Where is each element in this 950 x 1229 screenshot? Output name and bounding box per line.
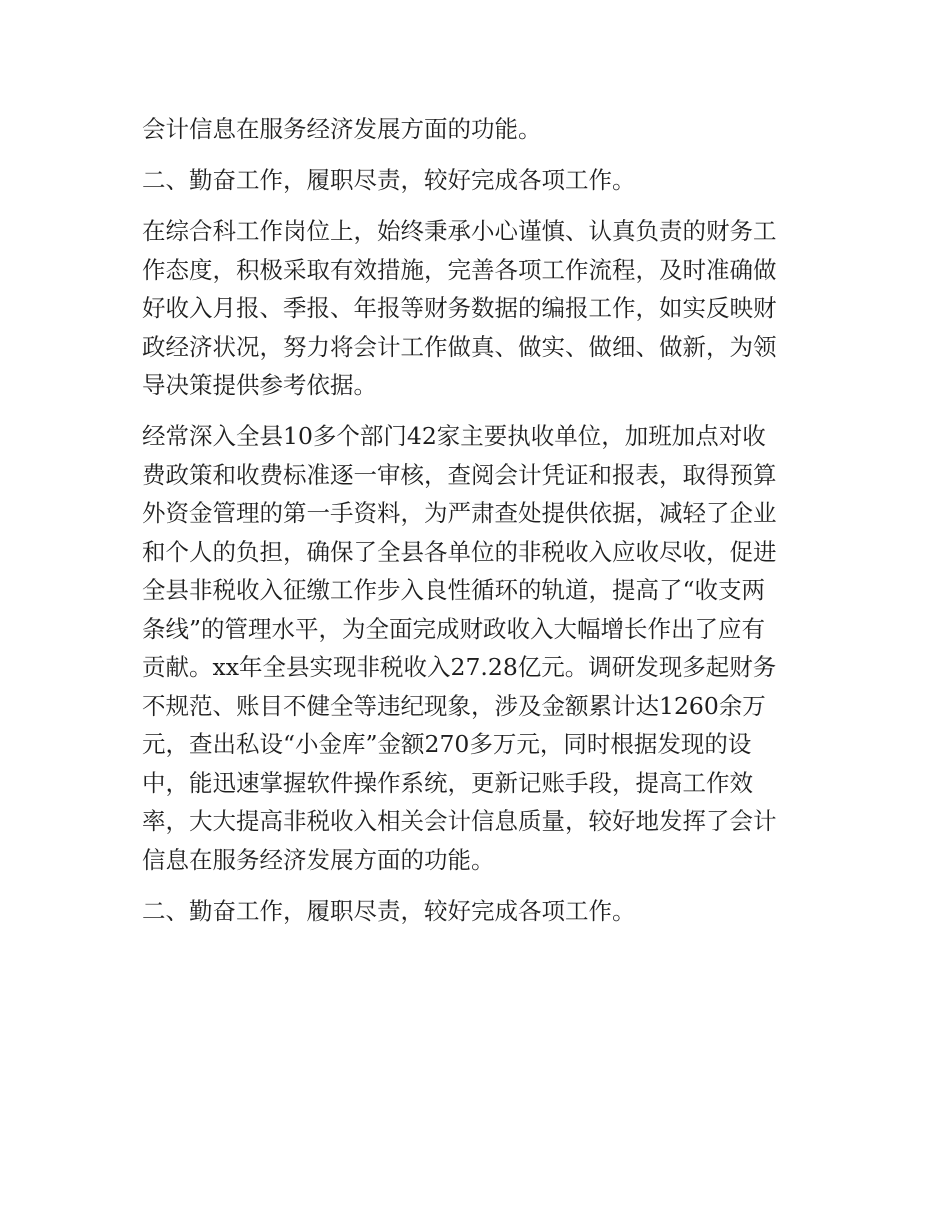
text-line: 全县非税收入征缴工作步入良性循环的轨道，提高了“收支两: [142, 576, 766, 604]
text-line: 在综合科工作岗位上，始终秉承小心谨慎、认真负责的财务工: [142, 217, 777, 245]
text-line: 二、勤奋工作，履职尽责，较好完成各项工作。: [142, 896, 636, 925]
text-line: 中，能迅速掌握软件操作系统，更新记账手段，提高工作效: [142, 768, 753, 797]
text-line: 作态度，积极采取有效措施，完善各项工作流程，及时准确做: [142, 255, 777, 284]
paragraph-2-heading: [142, 161, 822, 200]
paragraph-5-heading: [142, 892, 822, 931]
text-line: 费政策和收费标准逐一审核，查阅会计凭证和报表，取得预算: [142, 460, 777, 489]
text-line: 经常深入全县10多个部门42家主要执收单位，加班加点对收: [142, 422, 766, 450]
text-line: 贡献。xx年全县实现非税收入27.28亿元。调研发现多起财务: [142, 653, 777, 681]
paragraph-4: [142, 417, 822, 879]
text-line: 不规范、账目不健全等违纪现象，涉及金额累计达1260余万: [142, 691, 766, 720]
text-line: 外资金管理的第一手资料，为严肃查处提供依据，减轻了企业: [142, 499, 777, 527]
text-line: 二、勤奋工作，履职尽责，较好完成各项工作。: [142, 166, 636, 194]
text-line: 好收入月报、季报、年报等财务数据的编报工作，如实反映财: [142, 294, 777, 322]
text-line: 元，查出私设“小金库”金额270多万元，同时根据发现的设: [142, 730, 752, 758]
text-line: 政经济状况，努力将会计工作做真、做实、做细、做新，为领: [142, 332, 777, 361]
paragraph-1: [142, 110, 822, 149]
text-line: 和个人的负担，确保了全县各单位的非税收入应收尽收，促进: [142, 537, 777, 566]
text-line: 条线”的管理水平，为全面完成财政收入大幅增长作出了应有: [142, 614, 766, 643]
paragraph-3: [142, 212, 822, 405]
text-line: 率，大大提高非税收入相关会计信息质量，较好地发挥了会计: [142, 807, 777, 835]
text-line: 会计信息在服务经济发展方面的功能。: [142, 115, 542, 143]
text-line: 导决策提供参考依据。: [142, 371, 377, 399]
document-body: [142, 110, 822, 930]
text-line: 信息在服务经济发展方面的功能。: [142, 845, 495, 874]
